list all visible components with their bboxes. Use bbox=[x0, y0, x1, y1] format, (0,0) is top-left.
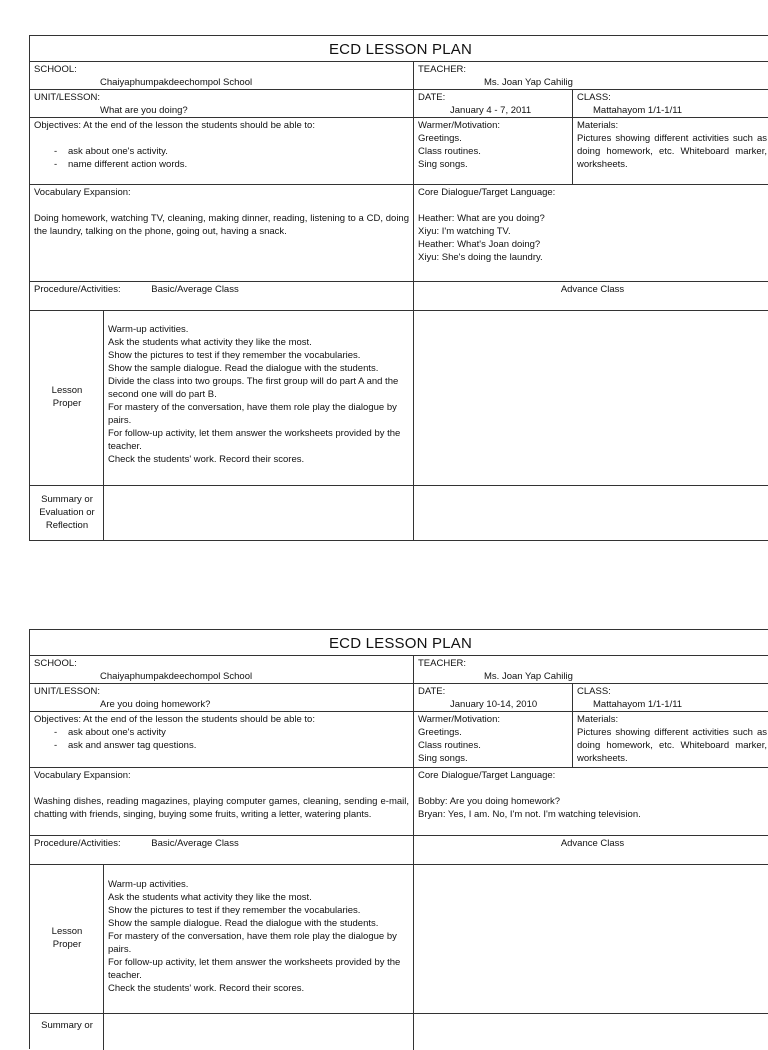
school-value: Chaiyaphumpakdeechompol School bbox=[100, 77, 253, 88]
step-item: Ask the students what activity they like the most. bbox=[108, 337, 312, 348]
advance-class-label: Advance Class bbox=[560, 838, 625, 849]
dialogue-line: Bryan: Yes, I am. No, I'm not. I'm watching television. bbox=[418, 809, 641, 820]
school-cell bbox=[30, 62, 413, 89]
teacher-label: TEACHER: bbox=[418, 64, 467, 75]
step-item: Warm-up activities. bbox=[108, 879, 189, 890]
objectives-cell bbox=[30, 118, 413, 184]
summary-label: Summary or bbox=[41, 1020, 93, 1031]
class-value: Mattahayom 1/1-1/11 bbox=[593, 105, 683, 116]
dialogue-line: Xiyu: I'm watching TV. bbox=[418, 226, 511, 237]
vocab-value: Washing dishes, reading magazines, playing computer games, cleaning, sending e-mail, chatting with friends, singing, buying some fruits, writing a letter, watering plants. bbox=[34, 796, 409, 820]
unit-cell bbox=[30, 90, 413, 117]
step-item: Divide the class into two groups. The first group will do part A and the second one will do part B. bbox=[108, 376, 399, 400]
class-label: CLASS: bbox=[577, 686, 611, 697]
materials-value: Pictures showing different activities such as doing homework, etc. Whiteboard marker, worksheets. bbox=[577, 727, 767, 764]
school-cell bbox=[30, 656, 413, 683]
school-label: SCHOOL: bbox=[34, 64, 77, 75]
advance-class-cell bbox=[414, 836, 768, 864]
teacher-value: Ms. Joan Yap Cahilig bbox=[484, 77, 573, 88]
warmer-cell bbox=[414, 118, 572, 184]
date-cell bbox=[414, 90, 572, 117]
unit-value: Are you doing homework? bbox=[100, 699, 211, 710]
unit-label: UNIT/LESSON: bbox=[34, 686, 100, 697]
summary-label: Summary or Evaluation or Reflection bbox=[39, 494, 95, 531]
warmer-item: Sing songs. bbox=[418, 753, 468, 764]
advance-class-cell bbox=[414, 282, 768, 310]
dialogue-line: Heather: What are you doing? bbox=[418, 213, 545, 224]
basic-class-label: Basic/Average Class bbox=[151, 284, 239, 295]
warmer-item: Greetings. bbox=[418, 727, 462, 738]
materials-value: Pictures showing different activities such as doing homework, etc. Whiteboard marker, worksheets. bbox=[577, 133, 767, 170]
dialogue-label: Core Dialogue/Target Language: bbox=[418, 770, 556, 781]
lesson-proper-label: Lesson Proper bbox=[51, 385, 83, 409]
step-item: For mastery of the conversation, have them role play the dialogue by pairs. bbox=[108, 931, 397, 955]
step-item: Show the pictures to test if they remember the vocabularies. bbox=[108, 905, 361, 916]
date-cell bbox=[414, 684, 572, 711]
date-label: DATE: bbox=[418, 92, 446, 103]
procedure-cell bbox=[30, 836, 413, 864]
plan-title: ECD LESSON PLAN bbox=[328, 41, 473, 58]
unit-cell bbox=[30, 684, 413, 711]
class-cell bbox=[573, 90, 768, 117]
dialogue-label: Core Dialogue/Target Language: bbox=[418, 187, 556, 198]
objective-item: - name different action words. bbox=[54, 158, 409, 171]
step-item: Show the sample dialogue. Read the dialogue with the students. bbox=[108, 363, 379, 374]
school-label: SCHOOL: bbox=[34, 658, 77, 669]
step-item: Check the students' work. Record their scores. bbox=[108, 983, 305, 994]
warmer-label: Warmer/Motivation: bbox=[418, 120, 500, 131]
unit-value: What are you doing? bbox=[100, 105, 188, 116]
step-item: Warm-up activities. bbox=[108, 324, 189, 335]
step-item: For follow-up activity, let them answer the worksheets provided by the teacher. bbox=[108, 428, 401, 452]
step-item: For follow-up activity, let them answer the worksheets provided by the teacher. bbox=[108, 957, 401, 981]
lesson-steps bbox=[104, 877, 413, 1012]
step-item: Show the sample dialogue. Read the dialogue with the students. bbox=[108, 918, 379, 929]
dialogue-cell bbox=[414, 768, 768, 836]
date-value: January 4 - 7, 2011 bbox=[450, 105, 532, 116]
step-item: Show the pictures to test if they remember the vocabularies. bbox=[108, 350, 361, 361]
vocab-label: Vocabulary Expansion: bbox=[34, 770, 131, 781]
dialogue-line: Bobby: Are you doing homework? bbox=[418, 796, 561, 807]
teacher-value: Ms. Joan Yap Cahilig bbox=[484, 671, 573, 682]
warmer-item: Class routines. bbox=[418, 146, 481, 157]
class-label: CLASS: bbox=[577, 92, 611, 103]
materials-cell bbox=[573, 118, 768, 184]
step-item: Ask the students what activity they like the most. bbox=[108, 892, 312, 903]
warmer-item: Class routines. bbox=[418, 740, 481, 751]
procedure-cell bbox=[30, 282, 413, 310]
advance-class-label: Advance Class bbox=[560, 284, 625, 295]
vocab-cell bbox=[30, 185, 413, 280]
lesson-proper-label: Lesson Proper bbox=[51, 926, 83, 950]
lesson-plan-2 bbox=[29, 629, 768, 1049]
warmer-item: Sing songs. bbox=[418, 159, 468, 170]
objective-item: - ask about one's activity. bbox=[54, 145, 409, 158]
objective-item: - ask and answer tag questions. bbox=[54, 739, 409, 752]
warmer-label: Warmer/Motivation: bbox=[418, 714, 500, 725]
class-value: Mattahayom 1/1-1/11 bbox=[593, 699, 683, 710]
materials-cell bbox=[573, 712, 768, 766]
dialogue-line: Xiyu: She's doing the laundry. bbox=[418, 252, 543, 263]
procedure-label: Procedure/Activities: bbox=[34, 284, 121, 295]
basic-class-label: Basic/Average Class bbox=[151, 838, 239, 849]
objective-item: - ask about one's activity bbox=[54, 726, 409, 739]
materials-label: Materials: bbox=[577, 714, 619, 725]
teacher-cell bbox=[414, 656, 768, 683]
procedure-label: Procedure/Activities: bbox=[34, 838, 121, 849]
vocab-label: Vocabulary Expansion: bbox=[34, 187, 131, 198]
date-label: DATE: bbox=[418, 686, 446, 697]
dialogue-line: Heather: What's Joan doing? bbox=[418, 239, 541, 250]
school-value: Chaiyaphumpakdeechompol School bbox=[100, 671, 253, 682]
objectives-label: Objectives: At the end of the lesson the students should be able to: bbox=[34, 120, 315, 131]
date-value: January 10-14, 2010 bbox=[450, 699, 538, 710]
lesson-plan-1 bbox=[29, 35, 768, 541]
class-cell bbox=[573, 684, 768, 711]
warmer-item: Greetings. bbox=[418, 133, 462, 144]
step-item: Check the students' work. Record their scores. bbox=[108, 454, 305, 465]
objectives-label: Objectives: At the end of the lesson the students should be able to: bbox=[34, 714, 315, 725]
step-item: For mastery of the conversation, have them role play the dialogue by pairs. bbox=[108, 402, 397, 426]
teacher-label: TEACHER: bbox=[418, 658, 467, 669]
vocab-value: Doing homework, watching TV, cleaning, making dinner, reading, listening to a CD, doing the laundry, talking on the phone, going out, having a snack. bbox=[34, 213, 409, 237]
lesson-steps bbox=[104, 322, 413, 486]
teacher-cell bbox=[414, 62, 768, 89]
plan-title: ECD LESSON PLAN bbox=[328, 635, 473, 652]
vocab-cell bbox=[30, 768, 413, 836]
unit-label: UNIT/LESSON: bbox=[34, 92, 100, 103]
materials-label: Materials: bbox=[577, 120, 619, 131]
objectives-cell bbox=[30, 712, 413, 766]
dialogue-cell bbox=[414, 185, 768, 280]
warmer-cell bbox=[414, 712, 572, 766]
